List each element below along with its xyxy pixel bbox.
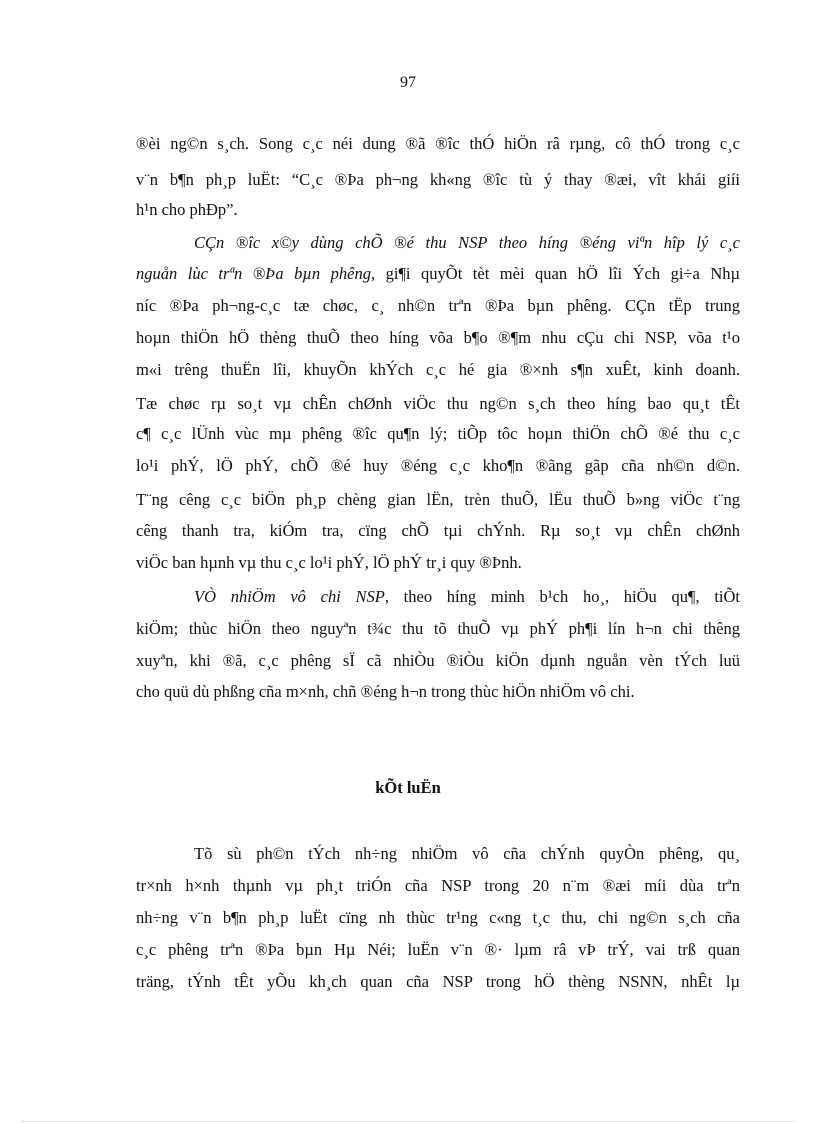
italic-phrase: VÒ nhiÖm vô chi NSP	[194, 587, 385, 606]
section-heading: kÕt luËn	[375, 778, 441, 797]
text-line: cêng thanh tra, kiÓm tra, cïng chÕ tµi chÝnh. Rµ so¸t vµ chÊn chØnh	[136, 521, 740, 540]
text-line: h¹n cho phÐp”.	[136, 200, 238, 219]
text-line: kiÖm; thùc hiÖn theo nguyªn t¾c thu tõ thuÕ vµ phÝ ph¶i lín h¬n chi thêng	[136, 619, 740, 638]
text-line: viÖc ban hµnh vµ thu c¸c lo¹i phÝ, lÖ phÝ tr¸i quy ®Þnh.	[136, 553, 522, 572]
text-line: c¸c phêng trªn ®Þa bµn Hµ Néi; luËn v¨n ®· lµm râ vÞ trÝ, vai trß quan	[136, 940, 740, 959]
page-bottom-divider	[22, 1121, 794, 1122]
text-line: hoµn thiÖn hÖ thèng thuÕ theo híng võa b¶o ®¶m nhu cÇu chi NSP, võa t¹o	[136, 328, 740, 347]
italic-phrase: nguån lùc trªn ®Þa bµn phêng,	[136, 264, 376, 283]
text-line: xuyªn, khi ®ã, c¸c phêng sÏ cã nhiÒu ®iÒu kiÖn dµnh nguån vèn tÝch luü	[136, 651, 740, 670]
text-line: träng, tÝnh tÊt yÕu kh¸ch quan cña NSP trong hÖ thèng NSNN, nhÊt lµ	[136, 972, 740, 991]
text-line: m«i trêng thuËn lîi, khuyÕn khÝch c¸c hé gia ®×nh s¶n xuÊt, kinh doanh.	[136, 360, 740, 379]
text-span: gi¶i quyÕt tèt mèi quan hÖ lîi Ých gi÷a Nhµ	[375, 264, 740, 283]
page-number: 97	[400, 74, 416, 91]
text-line: nh÷ng v¨n b¶n ph¸p luËt cïng nh thùc tr¹ng c«ng t¸c thu, chi ng©n s¸ch cña	[136, 908, 740, 927]
text-line: Tõ sù ph©n tÝch nh÷ng nhiÖm vô cña chÝnh quyÒn phêng, qu¸	[194, 844, 740, 863]
text-line	[194, 587, 740, 607]
text-line: Tæ chøc rµ so¸t vµ chÊn chØnh viÖc thu ng©n s¸ch theo híng bao qu¸t tÊt	[136, 394, 740, 413]
text-line: cho quü dù phßng cña m×nh, chñ ®éng h¬n trong thùc hiÖn nhiÖm vô chi.	[136, 682, 635, 701]
text-line: ®èi ng©n s¸ch. Song c¸c néi dung ®ã ®îc thÓ hiÖn râ rµng, cô thÓ trong c¸c	[136, 134, 740, 153]
text-line: tr×nh h×nh thµnh vµ ph¸t triÓn cña NSP trong 20 n¨m ®æi míi dùa trªn	[136, 876, 740, 895]
text-line: CÇn ®îc x©y dùng chÕ ®é thu NSP theo híng ®éng viªn hîp lý c¸c	[194, 233, 740, 252]
text-line: c¶ c¸c lÜnh vùc mµ phêng ®îc qu¶n lý; tiÕp tôc hoµn thiÖn chÕ ®é thu c¸c	[136, 424, 740, 443]
text-line: T¨ng cêng c¸c biÖn ph¸p chèng gian lËn, trèn thuÕ, lËu thuÕ b»ng viÖc t¨ng	[136, 490, 740, 509]
text-line: lo¹i phÝ, lÖ phÝ, chÕ ®é huy ®éng c¸c kho¶n ®ãng gãp cña nh©n d©n.	[136, 456, 740, 475]
text-line	[136, 264, 740, 284]
text-line: v¨n b¶n ph¸p luËt: “C¸c ®Þa ph¬ng kh«ng ®îc tù ý thay ®æi, vît khái giíi	[136, 170, 740, 189]
text-span: , theo híng minh b¹ch ho¸, hiÖu qu¶, tiÕt	[384, 587, 740, 606]
text-line: níc ®Þa ph¬ng-c¸c tæ chøc, c¸ nh©n trªn ®Þa bµn phêng. CÇn tËp trung	[136, 296, 740, 315]
